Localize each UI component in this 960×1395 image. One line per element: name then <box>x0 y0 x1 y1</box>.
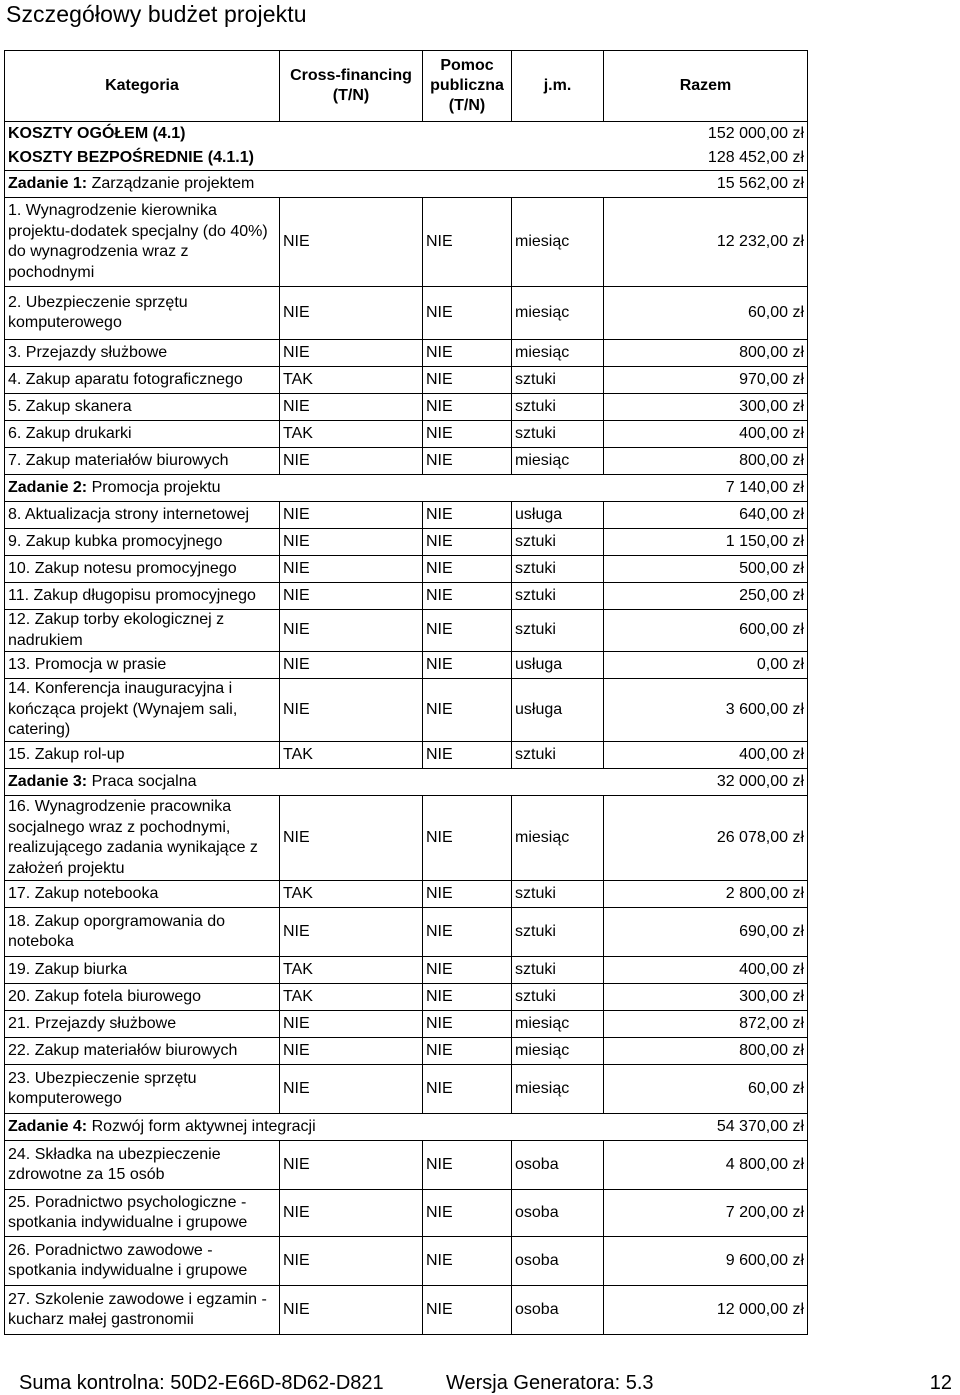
unit-cell: osoba <box>512 1190 604 1237</box>
task-number: Zadanie 3: <box>8 772 88 790</box>
amount-cell: 600,00 zł <box>604 610 808 652</box>
cross-financing-cell: NIE <box>280 1190 423 1237</box>
header-public-aid: Pomoc publiczna (T/N) <box>423 51 512 122</box>
public-aid-cell: NIE <box>423 287 512 340</box>
task-title: Rozwój form aktywnej integracji <box>87 1117 316 1135</box>
summary-label: KOSZTY BEZPOŚREDNIE (4.1.1) <box>5 146 604 171</box>
public-aid-cell: NIE <box>423 1038 512 1065</box>
cross-financing-cell: NIE <box>280 679 423 742</box>
public-aid-cell: NIE <box>423 610 512 652</box>
cross-financing-cell: NIE <box>280 448 423 475</box>
unit-cell: miesiąc <box>512 1011 604 1038</box>
task-amount: 15 562,00 zł <box>604 171 808 198</box>
cross-financing-cell: NIE <box>280 1011 423 1038</box>
cross-financing-cell: NIE <box>280 908 423 957</box>
table-row <box>5 742 808 769</box>
public-aid-cell: NIE <box>423 957 512 984</box>
summary-label: KOSZTY OGÓŁEM (4.1) <box>5 122 604 147</box>
unit-cell: miesiąc <box>512 1065 604 1114</box>
table-row <box>5 556 808 583</box>
amount-cell: 12 000,00 zł <box>604 1286 808 1335</box>
public-aid-cell: NIE <box>423 796 512 881</box>
unit-cell: miesiąc <box>512 340 604 367</box>
cross-financing-cell: NIE <box>280 1237 423 1286</box>
item-name: 16. Wynagrodzenie pracownika socjalnego wraz z pochodnymi, realizującego zadania wynikające z założeń projektu <box>5 796 280 881</box>
budget-table-body <box>5 122 808 1335</box>
public-aid-cell: NIE <box>423 1237 512 1286</box>
amount-cell: 4 800,00 zł <box>604 1141 808 1190</box>
public-aid-cell: NIE <box>423 1141 512 1190</box>
amount-cell: 400,00 zł <box>604 742 808 769</box>
unit-cell: miesiąc <box>512 198 604 287</box>
unit-cell: sztuki <box>512 367 604 394</box>
task-number: Zadanie 1: <box>8 174 88 192</box>
public-aid-cell: NIE <box>423 1286 512 1335</box>
cross-financing-cell: NIE <box>280 394 423 421</box>
item-name: 19. Zakup biurka <box>5 957 280 984</box>
item-name: 10. Zakup notesu promocyjnego <box>5 556 280 583</box>
unit-cell: miesiąc <box>512 1038 604 1065</box>
cross-financing-cell: TAK <box>280 984 423 1011</box>
cross-financing-cell: NIE <box>280 1286 423 1335</box>
summary-row <box>5 122 808 147</box>
amount-cell: 872,00 zł <box>604 1011 808 1038</box>
cross-financing-cell: NIE <box>280 556 423 583</box>
footer-checksum: Suma kontrolna: 50D2-E66D-8D62-D821 <box>19 1372 384 1394</box>
cross-financing-cell: NIE <box>280 340 423 367</box>
public-aid-cell: NIE <box>423 556 512 583</box>
item-name: 24. Składka na ubezpieczenie zdrowotne za 15 osób <box>5 1141 280 1190</box>
cross-financing-cell: TAK <box>280 957 423 984</box>
public-aid-cell: NIE <box>423 394 512 421</box>
item-name: 9. Zakup kubka promocyjnego <box>5 529 280 556</box>
task-title: Zarządzanie projektem <box>87 174 255 192</box>
table-row <box>5 1286 808 1335</box>
cross-financing-cell: NIE <box>280 610 423 652</box>
item-name: 17. Zakup notebooka <box>5 881 280 908</box>
unit-cell: sztuki <box>512 610 604 652</box>
item-name: 11. Zakup długopisu promocyjnego <box>5 583 280 610</box>
header-unit: j.m. <box>512 51 604 122</box>
public-aid-cell: NIE <box>423 583 512 610</box>
task-row <box>5 475 808 502</box>
task-label-cell <box>5 475 604 502</box>
amount-cell: 800,00 zł <box>604 340 808 367</box>
item-name: 18. Zakup oporgramowania do noteboka <box>5 908 280 957</box>
item-name: 20. Zakup fotela biurowego <box>5 984 280 1011</box>
unit-cell: miesiąc <box>512 287 604 340</box>
table-row <box>5 502 808 529</box>
footer-page-number: 12 <box>929 1372 952 1394</box>
summary-row <box>5 146 808 171</box>
cross-financing-cell: NIE <box>280 652 423 679</box>
unit-cell: sztuki <box>512 742 604 769</box>
amount-cell: 300,00 zł <box>604 984 808 1011</box>
cross-financing-cell: NIE <box>280 529 423 556</box>
amount-cell: 9 600,00 zł <box>604 1237 808 1286</box>
public-aid-cell: NIE <box>423 652 512 679</box>
public-aid-cell: NIE <box>423 984 512 1011</box>
table-row <box>5 908 808 957</box>
header-total: Razem <box>604 51 808 122</box>
table-row <box>5 1190 808 1237</box>
task-number: Zadanie 4: <box>8 1117 88 1135</box>
cross-financing-cell: NIE <box>280 583 423 610</box>
amount-cell: 300,00 zł <box>604 394 808 421</box>
unit-cell: miesiąc <box>512 448 604 475</box>
amount-cell: 3 600,00 zł <box>604 679 808 742</box>
task-label-cell <box>5 171 604 198</box>
unit-cell: usługa <box>512 679 604 742</box>
cross-financing-cell: NIE <box>280 502 423 529</box>
cross-financing-cell: TAK <box>280 421 423 448</box>
item-name: 2. Ubezpieczenie sprzętu komputerowego <box>5 287 280 340</box>
task-title: Promocja projektu <box>87 478 221 496</box>
cross-financing-cell: NIE <box>280 287 423 340</box>
amount-cell: 250,00 zł <box>604 583 808 610</box>
table-row <box>5 679 808 742</box>
unit-cell: sztuki <box>512 583 604 610</box>
public-aid-cell: NIE <box>423 367 512 394</box>
item-name: 15. Zakup rol-up <box>5 742 280 769</box>
cross-financing-cell: TAK <box>280 367 423 394</box>
cross-financing-cell: TAK <box>280 881 423 908</box>
unit-cell: miesiąc <box>512 796 604 881</box>
task-row <box>5 1114 808 1141</box>
amount-cell: 500,00 zł <box>604 556 808 583</box>
amount-cell: 7 200,00 zł <box>604 1190 808 1237</box>
public-aid-cell: NIE <box>423 742 512 769</box>
item-name: 26. Poradnictwo zawodowe - spotkania indywidualne i grupowe <box>5 1237 280 1286</box>
item-name: 21. Przejazdy służbowe <box>5 1011 280 1038</box>
public-aid-cell: NIE <box>423 1190 512 1237</box>
amount-cell: 60,00 zł <box>604 1065 808 1114</box>
item-name: 13. Promocja w prasie <box>5 652 280 679</box>
cross-financing-cell: NIE <box>280 1038 423 1065</box>
table-row <box>5 1038 808 1065</box>
table-row <box>5 984 808 1011</box>
table-row <box>5 957 808 984</box>
unit-cell: osoba <box>512 1286 604 1335</box>
task-label-cell <box>5 1114 604 1141</box>
item-name: 12. Zakup torby ekologicznej z nadrukiem <box>5 610 280 652</box>
public-aid-cell: NIE <box>423 340 512 367</box>
item-name: 5. Zakup skanera <box>5 394 280 421</box>
unit-cell: sztuki <box>512 908 604 957</box>
unit-cell: usługa <box>512 652 604 679</box>
task-label-cell <box>5 769 604 796</box>
footer-generator-version: Wersja Generatora: 5.3 <box>446 1372 654 1394</box>
task-amount: 32 000,00 zł <box>604 769 808 796</box>
amount-cell: 0,00 zł <box>604 652 808 679</box>
table-row <box>5 287 808 340</box>
public-aid-cell: NIE <box>423 908 512 957</box>
amount-cell: 640,00 zł <box>604 502 808 529</box>
amount-cell: 2 800,00 zł <box>604 881 808 908</box>
public-aid-cell: NIE <box>423 1065 512 1114</box>
table-row <box>5 1141 808 1190</box>
public-aid-cell: NIE <box>423 679 512 742</box>
public-aid-cell: NIE <box>423 529 512 556</box>
cross-financing-cell: NIE <box>280 1141 423 1190</box>
table-row <box>5 796 808 881</box>
public-aid-cell: NIE <box>423 881 512 908</box>
public-aid-cell: NIE <box>423 421 512 448</box>
amount-cell: 60,00 zł <box>604 287 808 340</box>
item-name: 8. Aktualizacja strony internetowej <box>5 502 280 529</box>
unit-cell: sztuki <box>512 881 604 908</box>
summary-amount: 128 452,00 zł <box>604 146 808 171</box>
unit-cell: sztuki <box>512 394 604 421</box>
table-header-row <box>5 51 808 122</box>
public-aid-cell: NIE <box>423 198 512 287</box>
amount-cell: 1 150,00 zł <box>604 529 808 556</box>
table-row <box>5 583 808 610</box>
page-footer <box>0 1372 960 1394</box>
header-cross-financing: Cross-financing (T/N) <box>280 51 423 122</box>
table-row <box>5 421 808 448</box>
unit-cell: osoba <box>512 1141 604 1190</box>
amount-cell: 400,00 zł <box>604 957 808 984</box>
table-row <box>5 652 808 679</box>
item-name: 6. Zakup drukarki <box>5 421 280 448</box>
page-title: Szczegółowy budżet projektu <box>6 1 307 27</box>
amount-cell: 26 078,00 zł <box>604 796 808 881</box>
public-aid-cell: NIE <box>423 1011 512 1038</box>
unit-cell: sztuki <box>512 984 604 1011</box>
table-row <box>5 1011 808 1038</box>
cross-financing-cell: NIE <box>280 198 423 287</box>
table-row <box>5 198 808 287</box>
task-amount: 7 140,00 zł <box>604 475 808 502</box>
summary-amount: 152 000,00 zł <box>604 122 808 147</box>
table-row <box>5 448 808 475</box>
item-name: 1. Wynagrodzenie kierownika projektu-dodatek specjalny (do 40%) do wynagrodzenia wraz z pochodnymi <box>5 198 280 287</box>
cross-financing-cell: TAK <box>280 742 423 769</box>
item-name: 14. Konferencja inauguracyjna i kończąca projekt (Wynajem sali, catering) <box>5 679 280 742</box>
item-name: 25. Poradnictwo psychologiczne - spotkania indywidualne i grupowe <box>5 1190 280 1237</box>
cross-financing-cell: NIE <box>280 1065 423 1114</box>
table-row <box>5 340 808 367</box>
table-row <box>5 1237 808 1286</box>
task-amount: 54 370,00 zł <box>604 1114 808 1141</box>
task-number: Zadanie 2: <box>8 478 88 496</box>
table-row <box>5 610 808 652</box>
item-name: 22. Zakup materiałów biurowych <box>5 1038 280 1065</box>
budget-table <box>4 50 808 1335</box>
unit-cell: osoba <box>512 1237 604 1286</box>
task-title: Praca socjalna <box>87 772 197 790</box>
item-name: 3. Przejazdy służbowe <box>5 340 280 367</box>
header-category: Kategoria <box>5 51 280 122</box>
task-row <box>5 171 808 198</box>
item-name: 27. Szkolenie zawodowe i egzamin - kucharz małej gastronomii <box>5 1286 280 1335</box>
table-row <box>5 367 808 394</box>
table-row <box>5 529 808 556</box>
table-row <box>5 1065 808 1114</box>
amount-cell: 690,00 zł <box>604 908 808 957</box>
unit-cell: sztuki <box>512 957 604 984</box>
unit-cell: sztuki <box>512 529 604 556</box>
unit-cell: sztuki <box>512 421 604 448</box>
amount-cell: 970,00 zł <box>604 367 808 394</box>
item-name: 4. Zakup aparatu fotograficznego <box>5 367 280 394</box>
public-aid-cell: NIE <box>423 448 512 475</box>
public-aid-cell: NIE <box>423 502 512 529</box>
amount-cell: 400,00 zł <box>604 421 808 448</box>
amount-cell: 12 232,00 zł <box>604 198 808 287</box>
table-row <box>5 394 808 421</box>
task-row <box>5 769 808 796</box>
item-name: 7. Zakup materiałów biurowych <box>5 448 280 475</box>
amount-cell: 800,00 zł <box>604 448 808 475</box>
cross-financing-cell: NIE <box>280 796 423 881</box>
unit-cell: usługa <box>512 502 604 529</box>
item-name: 23. Ubezpieczenie sprzętu komputerowego <box>5 1065 280 1114</box>
table-row <box>5 881 808 908</box>
amount-cell: 800,00 zł <box>604 1038 808 1065</box>
unit-cell: sztuki <box>512 556 604 583</box>
